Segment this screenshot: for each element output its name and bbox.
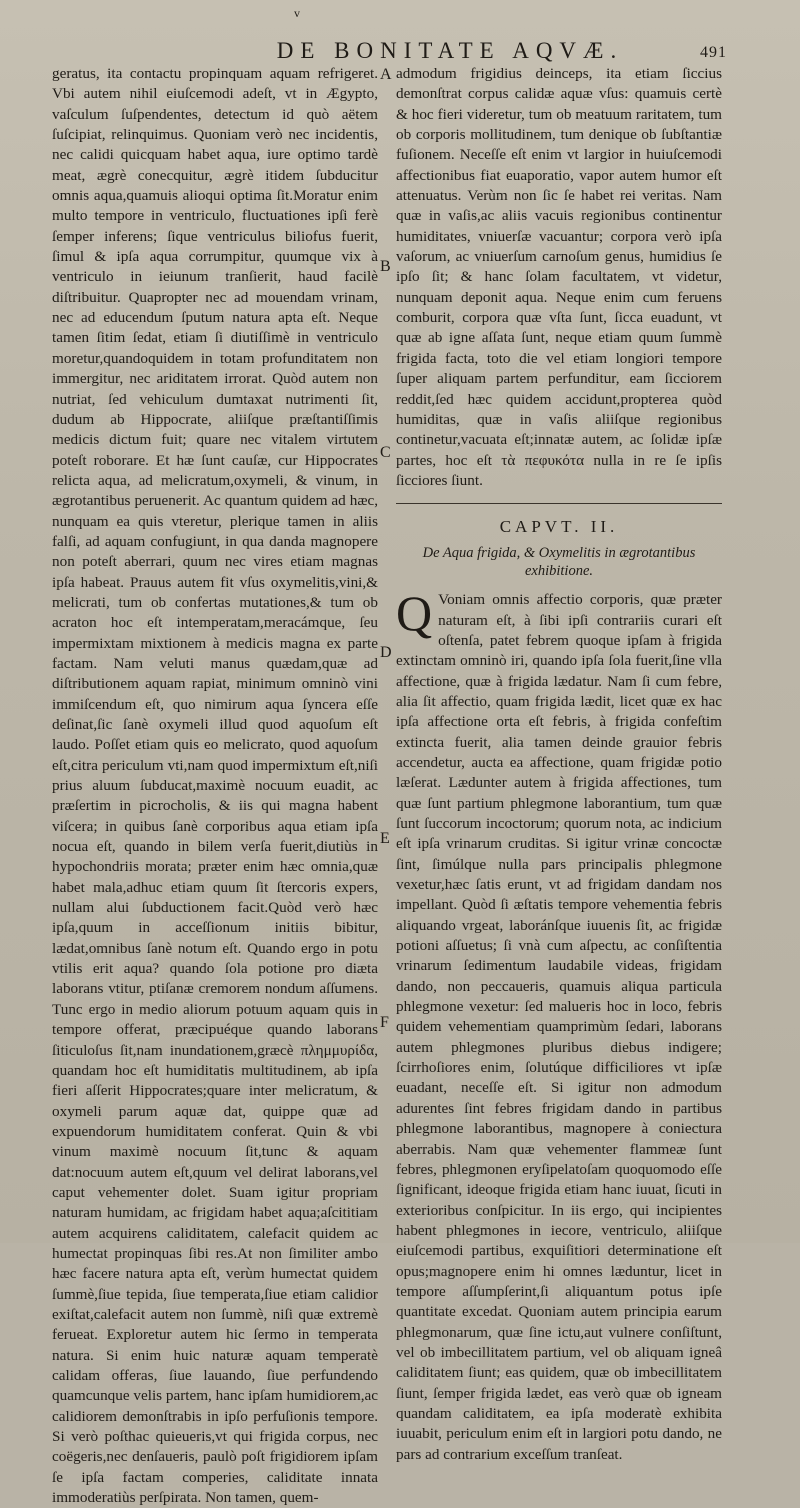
margin-marker-e: E (380, 830, 390, 847)
right-column-text: admodum frigidius deinceps, ita etiam ſiccius demonſtrat corpus calidæ aquæ vſus: quamuis certè & hoc fieri videretur, tum ob meatuum raritatem, tum ob corporis mollitudinem, tum denique ob ſubſtantiæ fuſionem. Neceſſe eſt enim vt largior in huiuſcemodi affectionibus fiat euaporatio, vapor autem humor eſt attenuatus. Verùm non ſic ſe habet rei veritas. Nam quæ in vaſis,ac aliis vacuis regionibus continentur humiditates, vniuerſæ vacuantur; corpora verò ipſa vaſorum, ac vniuerſum carnoſum genus, humidius ſe ipſo ſit; & hanc ſolam facultatem, vt videtur, nunquam deponit aqua. Neque enim cum feruens comburit, corpora quæ vſta ſunt, ſicca euadunt, vt quæ ab igne aſſata ſunt, neque etiam quum ſummè frigida facta, toto die vel etiam longiori tempore ſuper aliquam partem perfunditur, eam ſicciorem reddit,ſed hæc quidem accidunt,propterea quòd humiditas, quæ in vaſis aliiſque regionibus continetur,vacuata eſt;innatæ autem, ac ſolidæ ipſæ partes, hoc eſt τὰ πεφυκότα nulla in re ſe ipſis ſicciores ſiunt. (396, 65, 722, 489)
margin-marker-d: D (380, 644, 392, 661)
drop-cap: Q (396, 585, 433, 642)
right-column (396, 64, 722, 1465)
margin-marker-f: F (380, 1014, 389, 1031)
margin-marker-b: B (380, 258, 391, 275)
signature-mark: v (294, 6, 300, 20)
chapter-text: Voniam omnis affectio corporis, quæ præter naturam eſt, à ſibi ipſi contrariis curari eſt oſtenſa, patet febrem quoque ipſam à frigida extinctam omninò iri, quando ipſa ſola fuerit,ſine vlla affectione, quæ à frigida lædatur. Nam ſi cum febre, alia ſit affectio, quam frigida lædit, licet quæ ex hac ipſa affectione orta eſt febris, à frigida confeſtim extincta fuerit, alia tamen deinde grauior febris accendetur, aucta ea affectione, quam frigidæ potio læſerat. Lædunter autem à frigida affectiones, tum quæ ſunt partium phlegmone laborantium, tum quæ ſunt ſuccorum incoctorum; quorum nota, ac indicium eſt ipſa vrinarum cruditas. Si igitur vrinæ concoctæ ſint, ſimúlque nulla pars principalis phlegmone vexetur,hæc ſatis erunt, vt ad frigidam dandam nos impellant. Quòd ſi æſtatis tempore vehementia febris aliquando vrgeat, laboránſque iuuenis ſit, ac frigidæ potioni aſſuetus; ſi vnà cum aſpectu, ac conſiſtentia vrinarum ſedimentum laudabile videas, frigidam dando, non peccaueris, quamuis aliqua particula phlegmone vexetur: ſed malueris hoc in loco, febris quidem vehementiam quamprimùm ſedari, laborans autem phlegmones pluribus diebus indigere; ſcirrhoſiores enim, ſolutúque difficiliores vt ipſæ euadant, neceſſe eſt. Si igitur non admodum adurentes ſint febres frigidam dando in partibus phlegmone laborantibus, magnopere à coniectura aberrabis. Nam quæ vehementer flammeæ ſunt febres, phlegmonen eryſipelatoſam quoquomodo eſſe ſignificant, ideoque frigida etiam hanc iuuat, ſicuti in exterioribus conſpicitur. In iis ergo, qui incipientes habent phlegmones in iecore, ventriculo, aliiſque eiuſcemodi partibus, exquiſitiori determinatione eſt opus;magnopere enim hi omnes læduntur, licet in tempore aſſumpſerint,ſi aliquantum potus ipſe quantitate excedat. Quoniam autem principia earum phlegmonarum, quæ ſine ictu,aut vulnere conſiſtunt, vel ob imbecillitatem partium, vel ob aliquam igneâ caliditatem ſiunt; eas quidem, quæ ob imbecillitatem ſiunt, ſemper frigida lædet, eas verò quæ ob igneam quandam caliditatem, ea ipſa moderatè exhibita iuuabit, periculum enim eſt in largiori potu dando, ne pars ad contrarium exceſſum tranſeat. (396, 591, 722, 1463)
page-number: 491 (700, 44, 727, 61)
chapter-title: CAPVT. II. (499, 517, 619, 537)
left-column (52, 64, 378, 1508)
margin-marker-a: A (380, 66, 392, 83)
chapter-subtitle: De Aqua frigida, & Oxymelitis in ægrotantibus exhibitione. (422, 545, 696, 580)
margin-marker-c: C (380, 444, 391, 461)
left-column-text: geratus, ita contactu propinquam aquam refrigeret. Vbi autem nihil eiuſcemodi adeſt, vt in Ægypto, vaſculum ſuſpendentes, detectum id quò aëtem ſuſcipiat, relinquimus. Quoniam verò nec incidentis, nec calidi quicquam habet aqua, iure optimo tardè meat, ægrè conecquitur, ægrè itidem ſubducitur omnis aqua,quamuis alioqui optima ſit.Moratur enim multo tempore in ventriculo, fluctuationes ipſi ferè ſemper inferens; ſique ventriculus biliofus fuerit, ſimul & ipſa aqua corrumpitur, quumque vix à ventriculo in ieiunum tranſierit, haud facilè diſtribuitur. Quapropter nec ad mouendam vrinam, nec ad educendum ſputum natura apta eſt. Neque tamen ſitim ſedat, etiam ſi diutiſſimè in ventriculo moretur,quandoquidem in totam profunditatem non immergitur, nec ariditatem irrorat. Quòd autem non nutriat, ſed vehiculum dumtaxat nutrimenti ſit, dudum ab Hippocrate, aliiſque præſtantiſſimis medicis dictum fuit; quare nec vitalem virtutem poteſt roborare. Et hæ ſunt cauſæ, cur Hippocrates relicta aqua, ad melicratum,oxymeli, & vinum, in ægrotantibus peruenerit. Ac quantum quidem ad hæc, nunquam ea quis vteretur, plerique tamen in aliis falſi, ad aquam confugiunt, in qua danda magnopere non poteſt aberrari, quum nec vires etiam magnas ipſa habeat. Prauus autem fit vſus oxymelitis,vini,& melicrati, tum ob confertas mutationes,& tum ob acraton hoc eſt intemperatam,meracámque, ſeu impermixtam mixtionem à medicis magna ex parte factam. Nam veluti manus quædam,quæ ad diſtributionem aquam rapiat, minimum omninò vini immiſcendum eſt, quo nimirum aqua ſyncera eſſe deſinat,ſic ſanè oxymeli illud quod aquoſum eſt laudo. Poſſet etiam quis eo melicrato, quod aquoſum eſt,citra periculum vti,nam quod impermixtum eſt,niſi prius aluum ſubducat,maximè nocuum euadit, ac præſertim in picrocholis, & iis qui magna habent viſcera; in quibus ſanè corporibus aqua etiam ipſa nocua eſt, quando in bilem verſa fuerit,diutiùs in hypochondriis morata; præter enim hæc omnia,quæ habet mala,adhuc etiam quum ſit ſtercoris expers, nullam alui ſubductionem facit.Quòd verò hæc ipſa,quum in acceſſionum initiis bibitur, lædat,omnibus ſanè notum eſt. Quando ergo in potu vtilis erit aqua? quando ſola potione pro diæta laborans vtitur, ptiſanæ cremorem nondum aſſumens. Tunc ergo in medio aliorum potuum aquam quis in tempore offerat, præcipuéque quando laborans ſiticuloſus ſit,nam inundationem,græcè πλημμυρίδα, quandam hoc eſt humiditatis multitudinem, ab ipſa fieri aſſerit Hippocrates;quare inter melicratum, & oxymeli parum aquæ dat, quippe quæ ad expuendorum humiditatem conferat. Quin & vbi vinum maximè nocuum ſit,tunc & aquam dat:nocuum autem eſt,quum vel delirat laborans,vel caput vehementer dolet. Suam igitur propriam naturam humidam, ac frigidam habet aqua;aſcititiam autem acquirens caliditatem, calefacit quidem ac humectat propinquas ſibi res.At non ſimiliter ambo hæc facere natura apta eſt, verùm humectat quidem ſummè,ſiue tepida, ſiue temperata,ſiue etiam calidior exiſtat,calefacit autem non ſummè, niſi quæ extremè ferueat. Exploretur autem hic ſermo in temperata natura. Si enim huic naturæ aquam temperatè calidam offeras, ſiue lauando, ſiue perfundendo quamcunque velis partem, hanc ipſam humidiorem,ac calidiorem demonſtrabis in ipſo perfuſionis tempore. Si verò poſthac quieueris,vt qui frigida corpus, nec coëgeris,nec denſaueris, paulò poſt frigidiorem ipſam ſe ipſa factam comperies, caliditate innata immoderatiùs perſpirata. Non tamen, quem- (52, 65, 379, 1507)
running-head: DE BONITATE AQVÆ. (276, 38, 624, 63)
chapter-rule (396, 503, 722, 504)
